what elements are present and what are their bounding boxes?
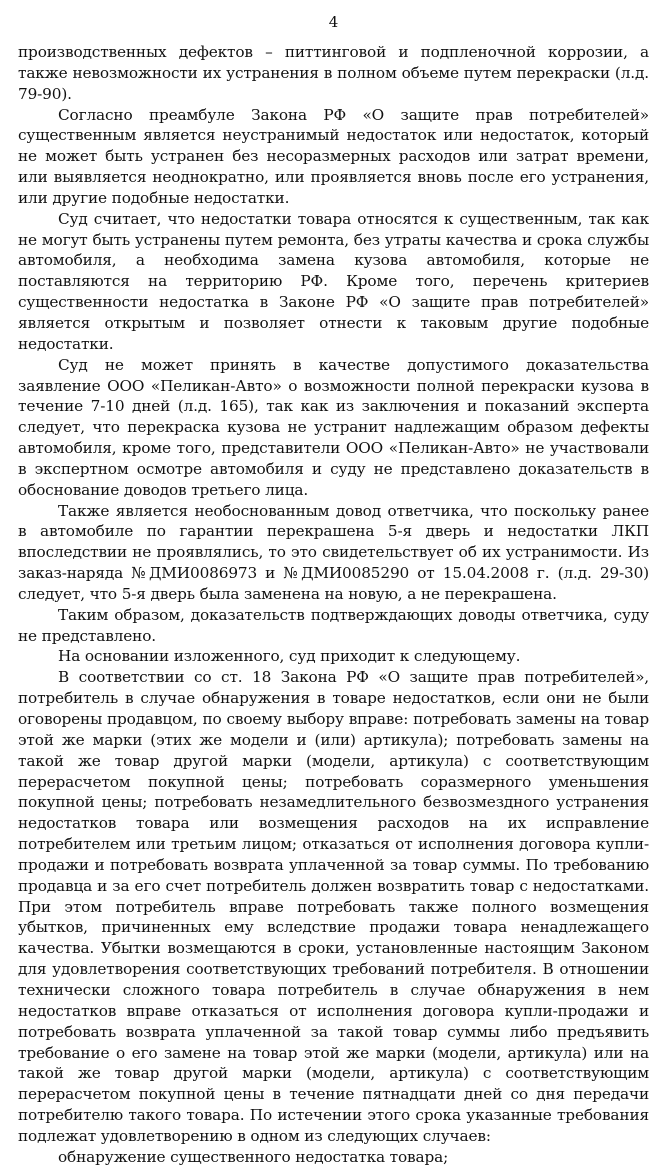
paragraph: В соответствии со ст. 18 Закона РФ «О защите прав потребителей», потребитель в случае обнаружения в товаре недостатков, если они не были оговорены продавцом, по своему выбору вправе: потребовать замены на товар этой же марки (этих же модели и (или) артикула); потребовать замены на такой же товар другой марки (модели, артикула) с соответствующим перерасчетом покупной цены; потребовать соразмерного уменьшения покупной цены; потребовать незамедлительного безвозмездного устранения недостатков товара или возмещения расходов на их исправление потребителем или третьим лицом; отказаться от исполнения договора купли-продажи и потребовать возврата уплаченной за товар суммы. По требованию продавца и за его счет потребитель должен возвратить товар с недостатками. При этом потребитель вправе потребовать также полного возмещения убытков, причиненных ему вследствие продажи товара ненадлежащего качества. Убытки возмещаются в сроки, установленные настоящим Законом для удовлетворения соответствующих требований потребителя. В отношении технически сложного товара потребитель в случае обнаружения в нем недостатков вправе отказаться от исполнения договора купли-продажи и потребовать возврата уплаченной за такой товар суммы либо предъявить требование о его замене на товар этой же марки (модели, артикула) или на такой же товар другой марки (модели, артикула) с соответствующим перерасчетом покупной цены в течение пятнадцати дней со дня передачи потребителю такого товара. По истечении этого срока указанные требования подлежат удовлетворению в одном из следующих случаев: xyxy=(18,668,649,1145)
paragraph: обнаружение существенного недостатка товара; xyxy=(58,1147,449,1166)
paragraph: Таким образом, доказательств подтверждающих доводы ответчика, суду не представлено. xyxy=(18,605,649,645)
paragraph: Суд не может принять в качестве допустимого доказательства заявление ООО «Пеликан-Авто» о возможности полной перекраски кузова в течение 7-10 дней (л.д. 165), так как из заключения и показаний эксперта следует, что перекраска кузова не устранит надлежащим образом дефекты автомобиля, кроме того, представители ООО «Пеликан-Авто» не участвовали в экспертном осмотре автомобиля и суду не представлено доказательств в обоснование доводов третьего лица. xyxy=(18,355,649,499)
document-body xyxy=(18,42,649,1168)
paragraph: Согласно преамбуле Закона РФ «О защите прав потребителей» существенным является неустранимый недостаток или недостаток, который не может быть устранен без несоразмерных расходов или затрат времени, или выявляется неоднократно, или проявляется вновь после его устранения, или другие подобные недостатки. xyxy=(18,105,649,207)
paragraph: Также является необоснованным довод ответчика, что поскольку ранее в автомобиле по гарантии перекрашена 5-я дверь и недостатки ЛКП впоследствии не проявлялись, то это свидетельствует об их устранимости. Из заказ-наряда №ДМИ0086973 и №ДМИ0085290 от 15.04.2008 г. (л.д. 29-30) следует, что 5-я дверь была заменена на новую, а не перекрашена. xyxy=(18,501,649,603)
page-number: 4 xyxy=(328,13,339,31)
paragraph: Суд считает, что недостатки товара относятся к существенным, так как не могут быть устранены путем ремонта, без утраты качества и срока службы автомобиля, а необходима замена кузова автомобиля, которые не поставляются на территорию РФ. Кроме того, перечень критериев существенности недостатка в Законе РФ «О защите прав потребителей» является открытым и позволяет отнести к таковым другие подобные недостатки. xyxy=(18,209,649,353)
paragraph: производственных дефектов – питтинговой и подпленочной коррозии, а также невозможности их устранения в полном объеме путем перекраски (л.д. 79-90). xyxy=(18,43,649,103)
paragraph: На основании изложенного, суд приходит к следующему. xyxy=(58,647,521,666)
